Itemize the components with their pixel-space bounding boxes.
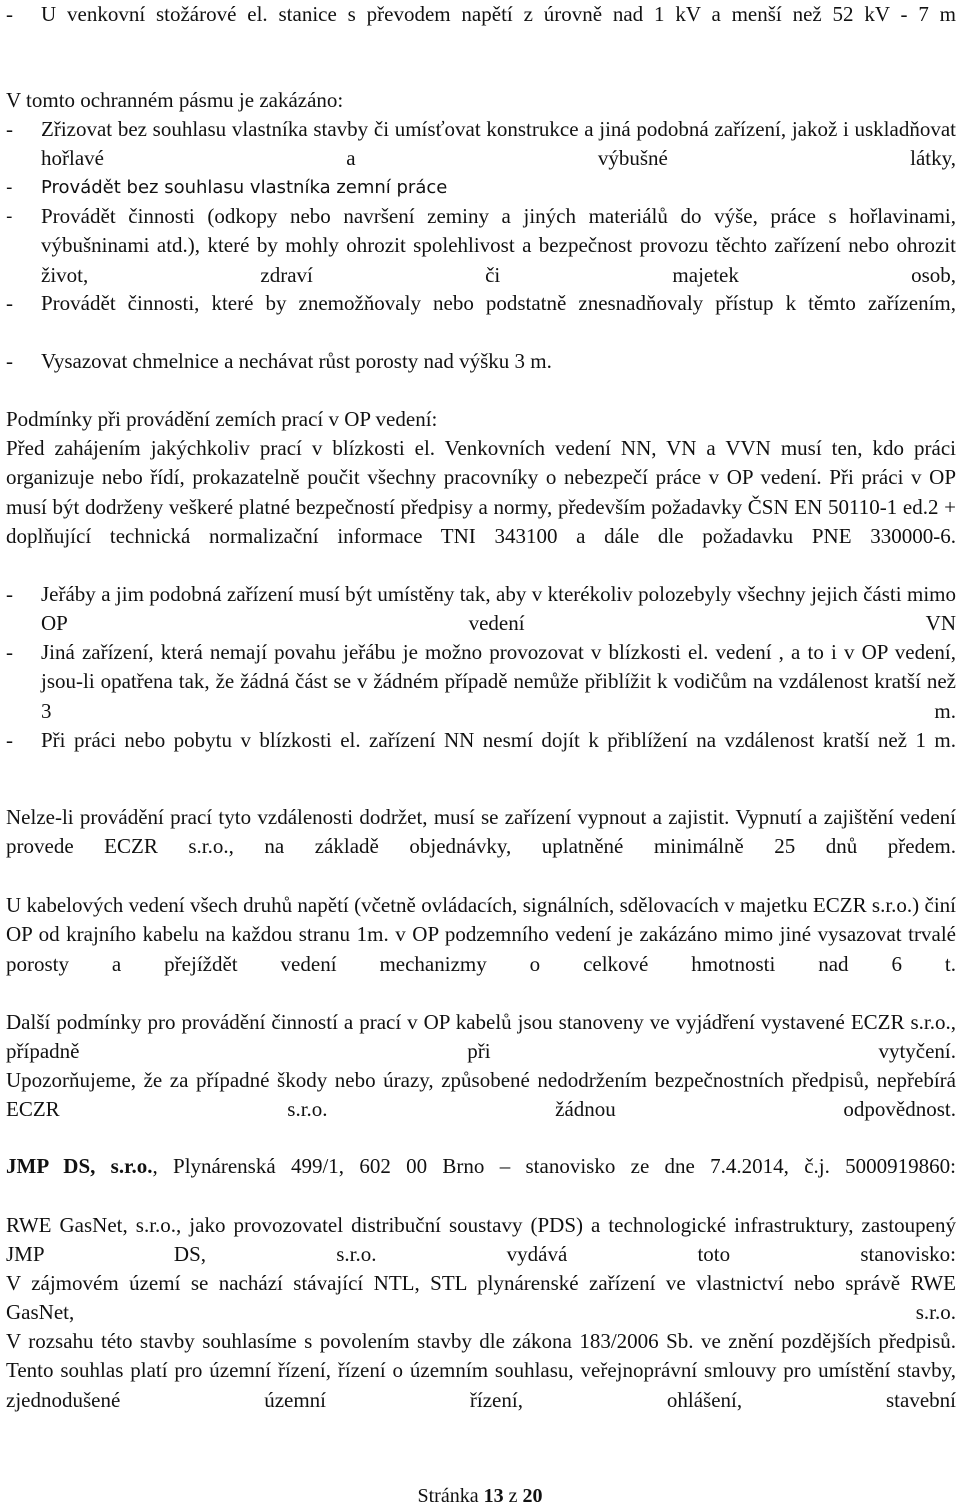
list-item: Zřizovat bez souhlasu vlastníka stavby či umísťovat konstrukce a jiná podobná zařízení, jakož i uskladňovat hořlavé a výbušné látky, bbox=[41, 117, 956, 171]
section-heading: Podmínky při provádění zemích prací v OP vedení: bbox=[6, 407, 438, 431]
section-heading: V tomto ochranném pásmu je zakázáno: bbox=[6, 88, 344, 112]
paragraph: V rozsahu této stavby souhlasíme s povolením stavby dle zákona 183/2006 Sb. ve znění pozdějších předpisů. Tento souhlas platí pro územní řízení, řízení o územním souhlasu, veřejnoprávní smlouvy pro umístění stavby, zjednodušené územní řízení, ohlášení, stavební bbox=[6, 1329, 956, 1412]
paragraph: Před zahájením jakýchkoliv prací v blízkosti el. Venkovních vedení NN, VN a VVN musí ten, kdo práci organizuje nebo řídí, prokazatelně poučit všechny pracovníky o nebezpečí práce v OP vedení. Při práci v OP musí být dodrženy veškeré platné bezpečností předpisy a normy, především požadavky ČSN EN 50110-1 ed.2 + doplňující technická normalizační informace TNI 343100 a dále dle požadavku PNE 330000-6. bbox=[6, 436, 956, 549]
list-dash: - bbox=[6, 349, 13, 373]
list-item: Provádět činnosti, které by znemožňovaly nebo podstatně znesnadňovaly přístup k těmto zařízením, bbox=[41, 291, 956, 315]
list-item: Jeřáby a jim podobná zařízení musí být umístěny tak, aby v kterékoliv polozebyly všechny jejich části mimo OP vedení VN bbox=[41, 582, 956, 636]
list-dash: - bbox=[6, 177, 13, 198]
page-footer: Stránka 13 z 20 bbox=[417, 1485, 543, 1507]
section-heading: JMP DS, s.r.o., Plynárenská 499/1, 602 00 Brno – stanovisko ze dne 7.4.2014, č.j. 5000919860: bbox=[6, 1154, 956, 1178]
list-item: U venkovní stožárové el. stanice s převodem napětí z úrovně nad 1 kV a menší než 52 kV - 7 m bbox=[41, 2, 956, 26]
list-dash: - bbox=[6, 582, 13, 606]
page-total: 20 bbox=[522, 1485, 543, 1507]
list-item: Provádět činnosti (odkopy nebo navršení zeminy a jiných materiálů do výše, práce s hořlavinami, výbušninami atd.), které by mohly ohrozit spolehlivost a bezpečnost provozu těchto zařízení nebo ohrozit život, zdraví či majetek osob, bbox=[41, 204, 956, 287]
list-item: Provádět bez souhlasu vlastníka zemní práce bbox=[41, 177, 448, 198]
list-dash: - bbox=[6, 206, 13, 227]
page-number: 13 bbox=[483, 1485, 504, 1507]
list-dash: - bbox=[6, 728, 13, 752]
list-item: Vysazovat chmelnice a nechávat růst porosty nad výšku 3 m. bbox=[41, 349, 552, 373]
list-dash: - bbox=[6, 2, 13, 26]
list-item: Při práci nebo pobytu v blízkosti el. zařízení NN nesmí dojít k přiblížení na vzdálenost kratší než 1 m. bbox=[41, 728, 956, 752]
list-item: Jiná zařízení, která nemají povahu jeřábu je možno provozovat v blízkosti el. vedení , a to i v OP vedení, jsou-li opatřena tak, že žádná část se v žádném případě nemůže přiblížit k vodičům na vzdálenost kratší než 3 m. bbox=[41, 640, 956, 723]
list-dash: - bbox=[6, 291, 13, 315]
paragraph: Nelze-li provádění prací tyto vzdálenosti dodržet, musí se zařízení vypnout a zajistit. Vypnutí a zajištění vedení provede ECZR s.r.o., na základě objednávky, uplatněné minimálně 25 dnů předem. bbox=[6, 805, 956, 859]
list-dash: - bbox=[6, 640, 13, 664]
paragraph: U kabelových vedení všech druhů napětí (včetně ovládacích, signálních, sdělovacích v majetku ECZR s.r.o.) činí OP od krajního kabelu na každou stranu 1m. v OP podzemního vedení je zakázáno mimo jiné vysazovat trvalé porosty a přejíždět vedení mechanizmy o celkové hmotnosti nad 6 t. bbox=[6, 893, 956, 976]
paragraph: V zájmovém území se nachází stávající NTL, STL plynárenské zařízení ve vlastnictví nebo správě RWE GasNet, s.r.o. bbox=[6, 1271, 956, 1325]
paragraph: Další podmínky pro provádění činností a prací v OP kabelů jsou stanoveny ve vyjádření vystavené ECZR s.r.o., případně při vytyčení. bbox=[6, 1010, 956, 1064]
company-name: JMP DS, s.r.o. bbox=[6, 1154, 153, 1178]
paragraph: Upozorňujeme, že za případné škody nebo úrazy, způsobené nedodržením bezpečnostních předpisů, nepřebírá ECZR s.r.o. žádnou odpovědnost. bbox=[6, 1068, 956, 1122]
list-dash: - bbox=[6, 117, 13, 141]
paragraph: RWE GasNet, s.r.o., jako provozovatel distribuční soustavy (PDS) a technologické infrastruktury, zastoupený JMP DS, s.r.o. vydává toto stanovisko: bbox=[6, 1213, 956, 1267]
